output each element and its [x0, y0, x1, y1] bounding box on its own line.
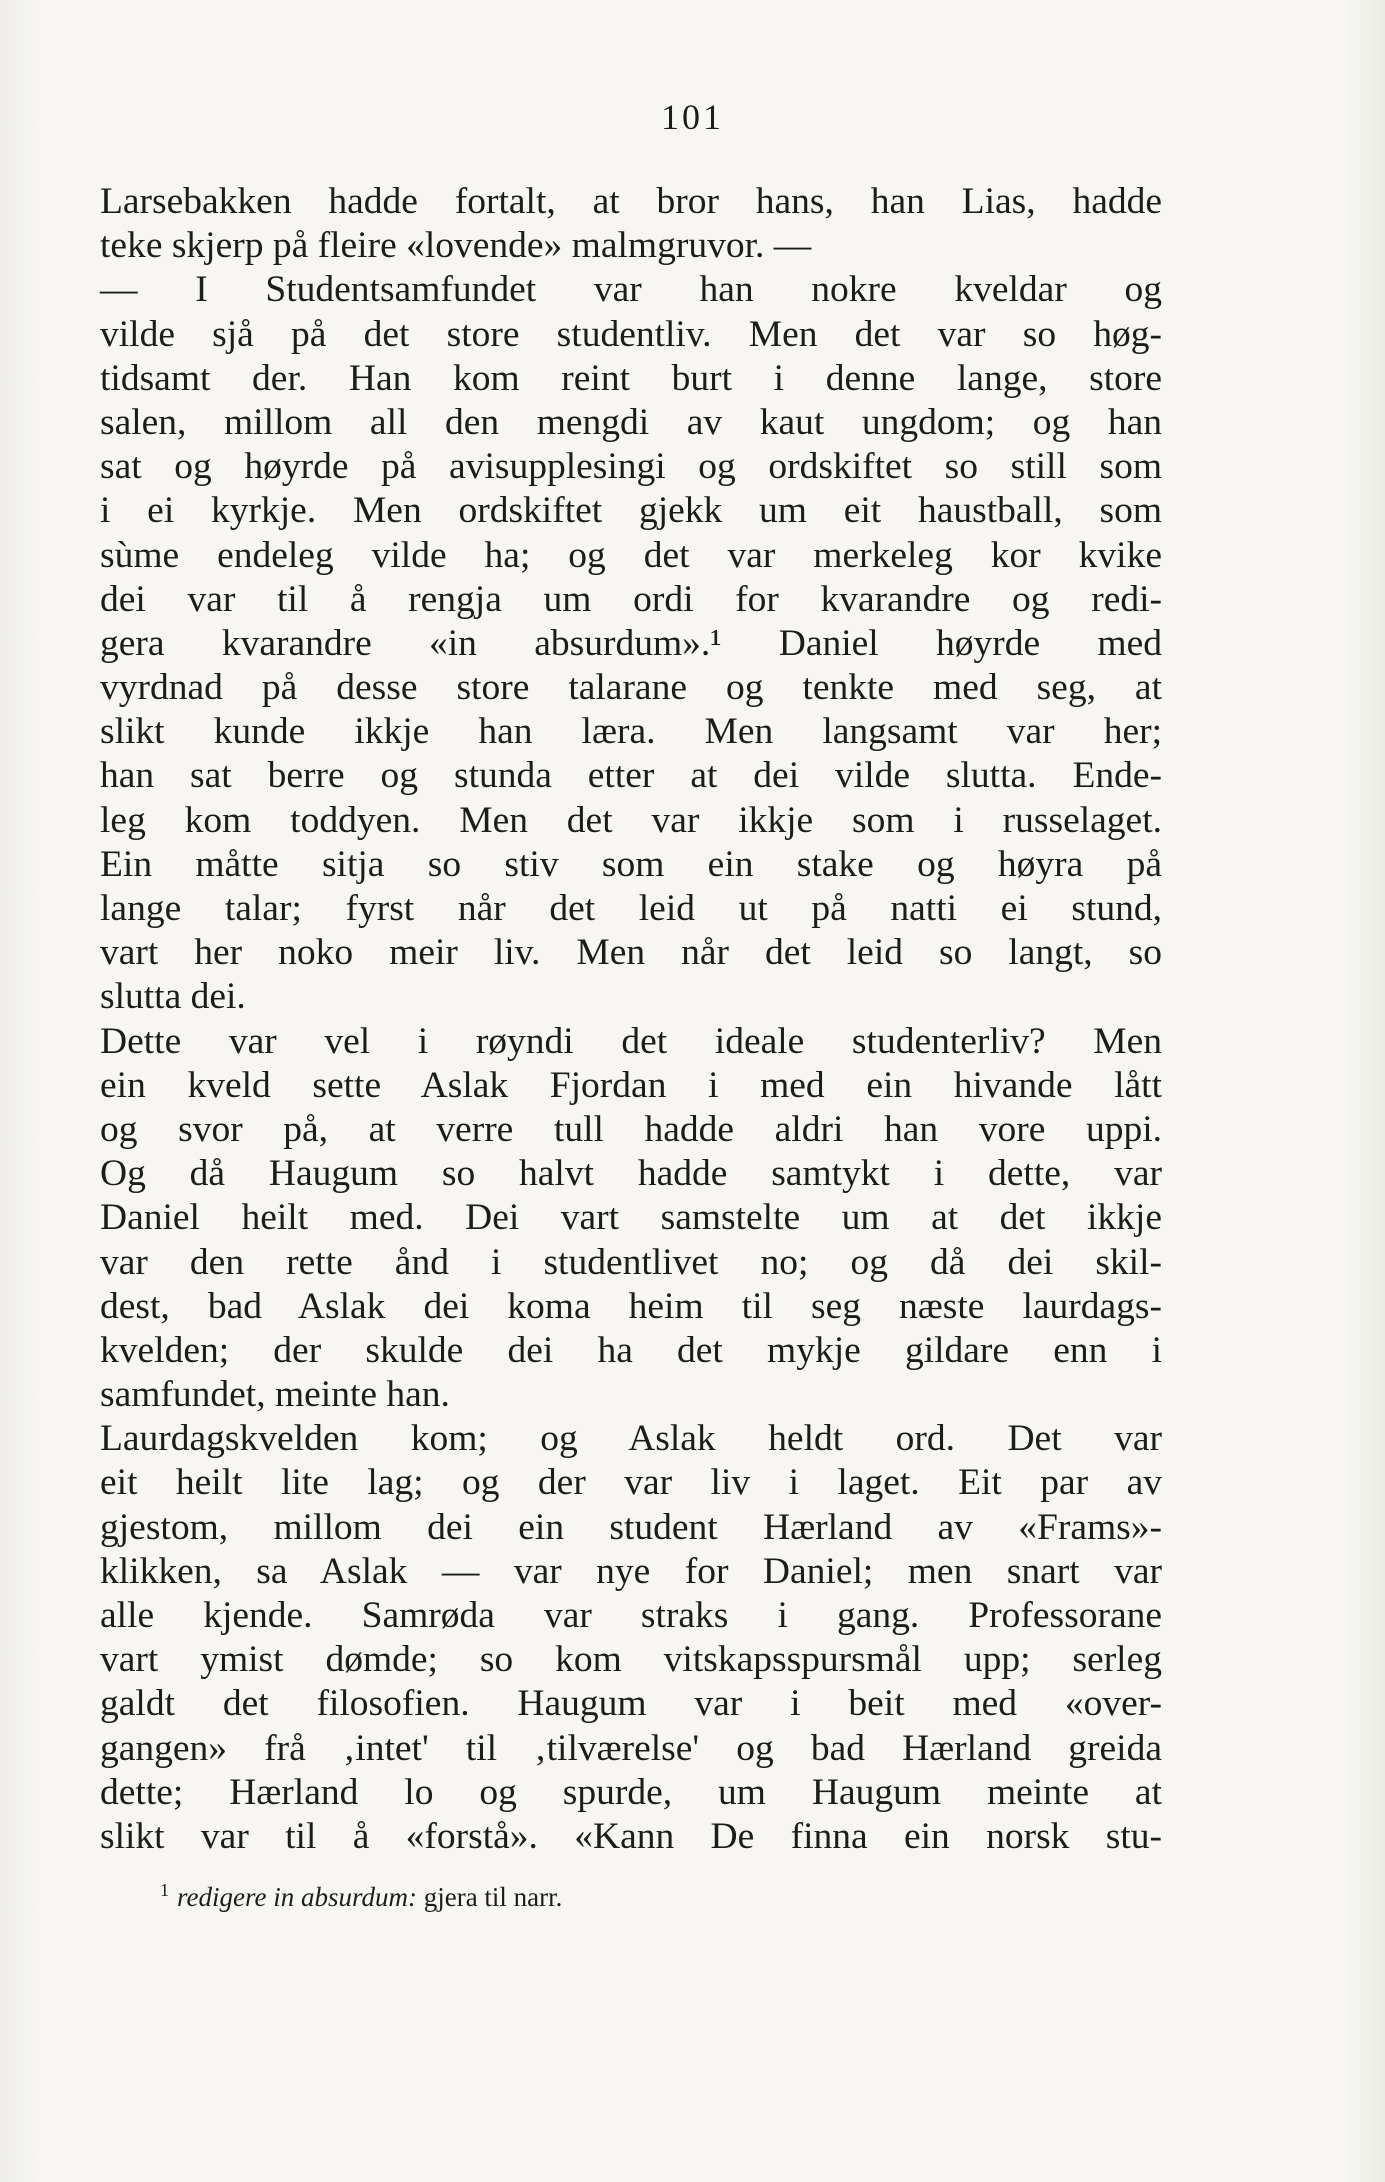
text-line: lange talar; fyrst når det leid ut på natti ei stund,: [100, 888, 1162, 929]
text-line: Dette var vel i røyndi det ideale studenterliv? Men: [100, 1020, 1162, 1062]
text-line: teke skjerp på fleire «lovende» malmgruvor. —: [100, 225, 812, 267]
footnote-term: redigere in absurdum:: [177, 1882, 417, 1912]
text-line: vart her noko meir liv. Men når det leid so langt, so: [100, 932, 1162, 974]
text-line: alle kjende. Samrøda var straks i gang. Professorane: [100, 1595, 1162, 1636]
text-line: leg kom toddyen. Men det var ikkje som i russelaget.: [100, 799, 1162, 841]
text-line: Ein måtte sitja so stiv som ein stake og høyra på: [100, 843, 1162, 885]
text-line: salen, millom all den mengdi av kaut ungdom; og han: [100, 401, 1162, 443]
text-line: Larsebakken hadde fortalt, at bror hans, han Lias, hadde: [100, 181, 1162, 222]
text-line: dette; Hærland lo og spurde, um Haugum meinte at: [100, 1771, 1162, 1813]
text-line: tidsamt der. Han kom reint burt i denne lange, store: [100, 357, 1162, 399]
body-text: [100, 180, 1162, 1859]
text-line: i ei kyrkje. Men ordskiftet gjekk um eit haustball, som: [100, 490, 1162, 532]
footnote: [160, 1880, 562, 1913]
text-line: gjestom, millom dei ein student Hærland av «Frams»-: [100, 1506, 1162, 1548]
text-line: gera kvarandre «in absurdum».¹ Daniel høyrde med: [100, 622, 1162, 664]
page-number: 101: [661, 97, 724, 137]
text-line: samfundet, meinte han.: [100, 1374, 450, 1416]
text-line: dest, bad Aslak dei koma heim til seg næste laurdags-: [100, 1285, 1162, 1327]
text-line: klikken, sa Aslak — var nye for Daniel; men snart var: [100, 1550, 1162, 1592]
text-line: vilde sjå på det store studentliv. Men det var so høg-: [100, 313, 1162, 355]
text-line: Og då Haugum so halvt hadde samtykt i dette, var: [100, 1153, 1162, 1195]
text-line: dei var til å rengja um ordi for kvarandre og redi-: [100, 578, 1162, 620]
text-line: galdt det filosofien. Haugum var i beit med «over-: [100, 1683, 1162, 1725]
text-line: Daniel heilt med. Dei vart samstelte um at det ikkje: [100, 1197, 1162, 1239]
text-line: vyrdnad på desse store talarane og tenkte med seg, at: [100, 667, 1162, 709]
text-line: slikt var til å «forstå». «Kann De finna ein norsk stu-: [100, 1815, 1162, 1857]
text-line: vart ymist dømde; so kom vitskapsspursmål upp; serleg: [100, 1639, 1162, 1681]
text-line: — I Studentsamfundet var han nokre kveldar og: [100, 269, 1162, 311]
footnote-marker: 1: [160, 1880, 169, 1900]
text-line: gangen» frå ‚intet' til ‚tilværelse' og bad Hærland greida: [100, 1727, 1162, 1769]
text-line: han sat berre og stunda etter at dei vilde slutta. Ende-: [100, 755, 1162, 797]
text-line: ein kveld sette Aslak Fjordan i med ein hivande lått: [100, 1064, 1162, 1106]
footnote-definition: gjera til narr.: [423, 1882, 563, 1912]
text-line: sùme endeleg vilde ha; og det var merkeleg kor kvike: [100, 534, 1162, 576]
text-line: var den rette ånd i studentlivet no; og då dei skil-: [100, 1241, 1162, 1283]
text-line: slutta dei.: [100, 976, 246, 1018]
text-line: og svor på, at verre tull hadde aldri han vore uppi.: [100, 1108, 1162, 1150]
text-line: kvelden; der skulde dei ha det mykje gildare enn i: [100, 1329, 1162, 1371]
text-line: slikt kunde ikkje han læra. Men langsamt var her;: [100, 711, 1162, 753]
text-line: Laurdagskvelden kom; og Aslak heldt ord. Det var: [100, 1418, 1162, 1460]
text-line: eit heilt lite lag; og der var liv i laget. Eit par av: [100, 1462, 1162, 1504]
text-line: sat og høyrde på avisupplesingi og ordskiftet so still som: [100, 446, 1162, 488]
